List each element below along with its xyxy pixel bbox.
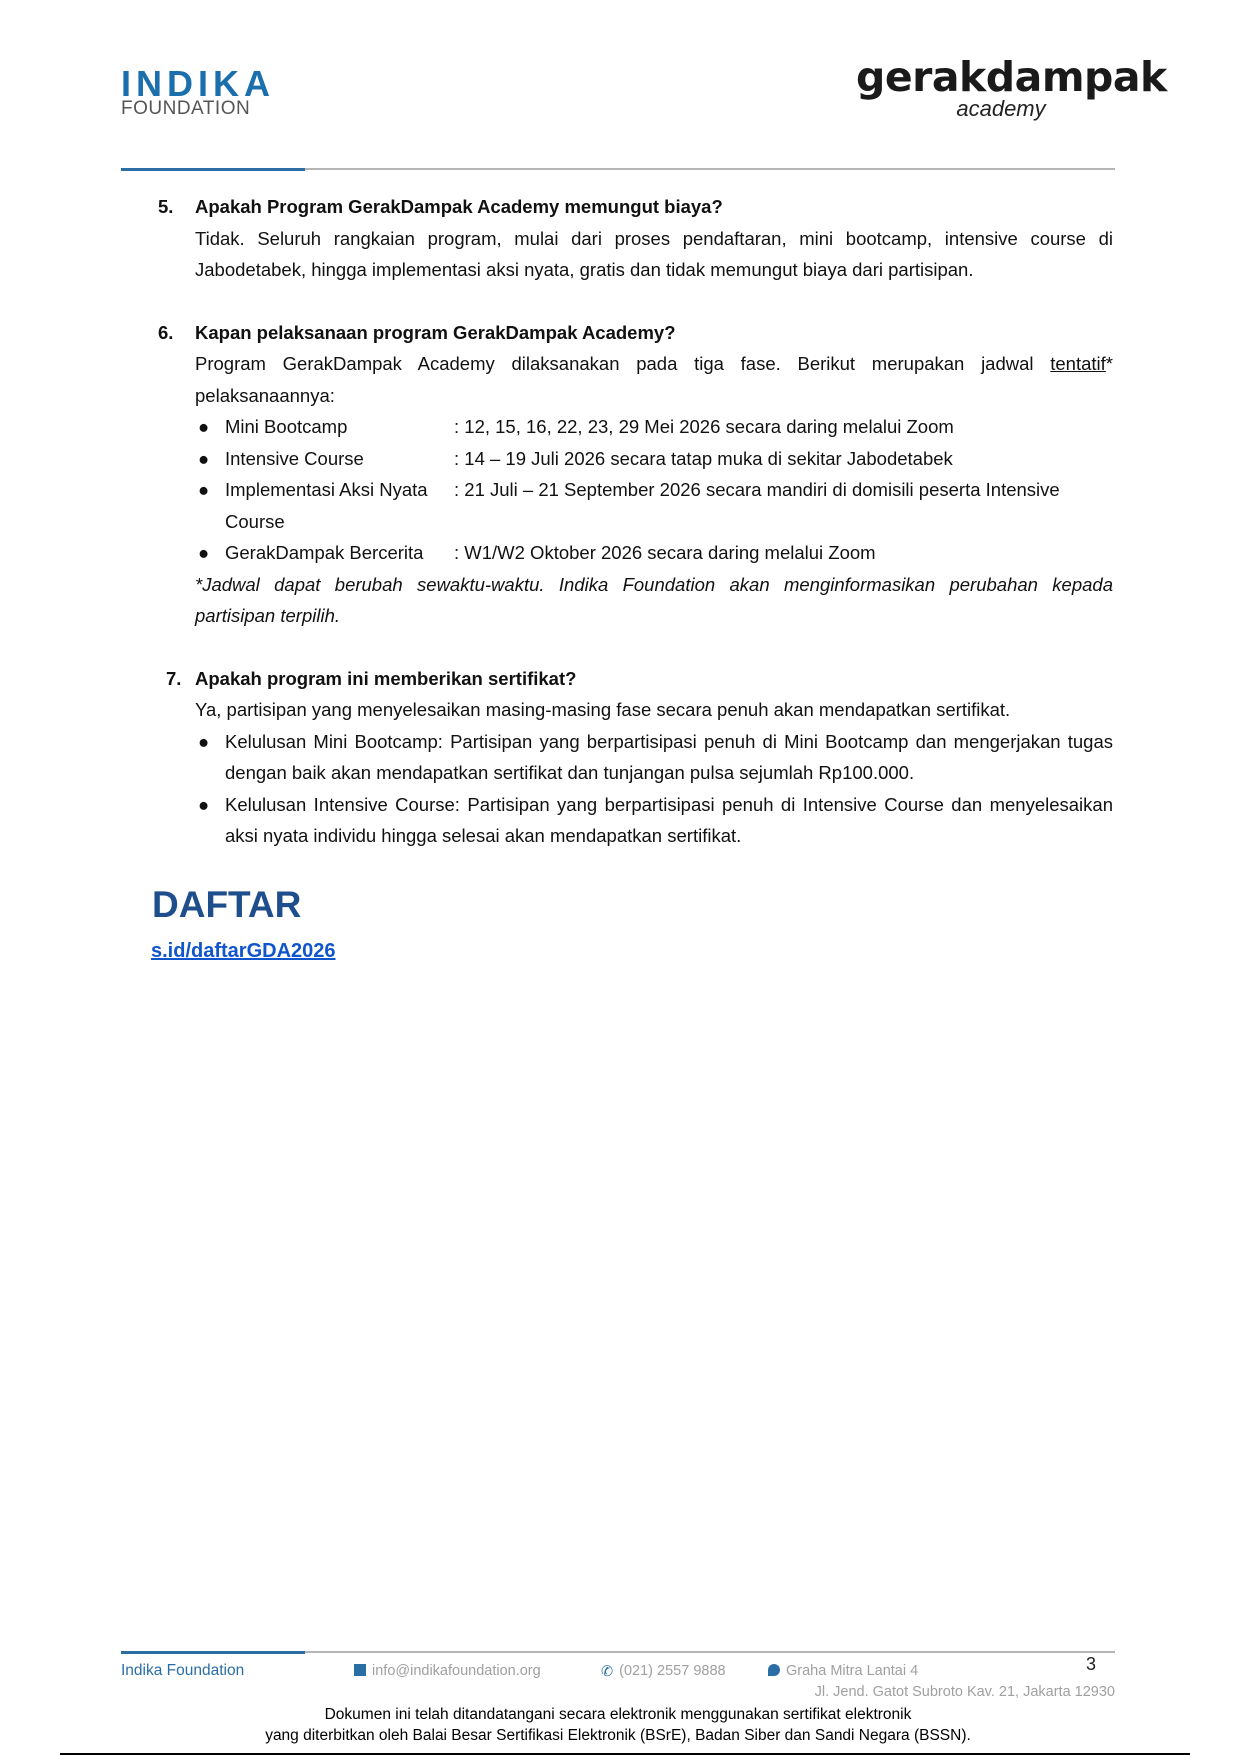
bullet-icon: ● [198,479,210,500]
footer-email [354,1662,541,1680]
footer-phone [601,1662,726,1680]
email-text: info@indikafoundation.org [372,1663,541,1679]
faq-question: Apakah Program GerakDampak Academy memungut biaya? [195,196,723,217]
schedule-label: Mini Bootcamp [225,416,348,437]
faq-item-5 [158,191,1113,286]
footer-address [768,1662,918,1680]
schedule-value: : 14 – 19 Juli 2026 secara tatap muka di sekitar Jabodetabek [454,447,953,469]
schedule-label: Intensive Course [225,447,364,469]
bullet-icon: ● [198,416,210,437]
faq-item-7 [158,663,1113,852]
answer-text: * pelaksanaannya: [195,353,1113,406]
schedule-value: : 21 Juli – 21 September 2026 secara mandiri di domisili peserta Intensive Course [225,479,1060,532]
tentatif-underlined: tentatif [1050,353,1106,374]
bullet-icon: ● [198,730,210,752]
faq-item-6 [158,317,1113,632]
address-line1: Graha Mitra Lantai 4 [786,1663,919,1679]
schedule-item [195,443,1113,475]
footer-divider [121,1651,1115,1653]
indika-foundation-logo [121,63,275,119]
daftar-heading: DAFTAR [152,883,302,925]
address-line2: Jl. Jend. Gatot Subroto Kav. 21, Jakarta 12930 [814,1684,1115,1700]
schedule-note: *Jadwal dapat berubah sewaktu-waktu. Indika Foundation akan menginformasikan perubahan kepada partisipan terpilih. [195,573,1113,626]
gerakdampak-academy-logo [856,53,1167,121]
certificate-item [195,789,1113,852]
e-signature-notice-line2: yang diterbitkan oleh Balai Besar Sertifikasi Elektronik (BSrE), Badan Siber dan Sandi Negara (BSSN). [265,1727,971,1744]
schedule-list [195,411,1113,569]
logo-subtext: academy [956,96,1046,121]
page-number: 3 [1086,1654,1097,1674]
faq-answer [195,348,1113,411]
header-divider [121,168,1115,170]
schedule-label: Implementasi Aksi Nyata [225,479,428,500]
bullet-icon: ● [198,542,210,563]
schedule-item [195,537,1113,569]
mail-icon [354,1664,366,1676]
main-content [151,191,1113,963]
bullet-icon: ● [198,447,210,469]
logo-text: INDIKA [121,63,275,104]
bullet-icon: ● [198,793,210,815]
faq-number: 7. [166,667,182,689]
e-signature-notice-line1: Dokumen ini telah ditandatangani secara elektronik menggunakan sertifikat elektronik [324,1706,912,1723]
faq-question: Kapan pelaksanaan program GerakDampak Academy? [195,321,676,343]
phone-icon: ✆ [601,1664,614,1680]
schedule-item [195,411,1113,443]
faq-answer: Tidak. Seluruh rangkaian program, mulai dari proses pendaftaran, mini bootcamp, intensive course di Jabodetabek, hingga implementasi aksi nyata, gratis dan tidak memungut biaya dari partisipan. [195,227,1113,280]
answer-text: Program GerakDampak Academy dilaksanakan pada tiga fase. Berikut merupakan jadwal [195,353,1051,374]
logo-subtext: FOUNDATION [121,98,251,119]
certificate-text: Kelulusan Intensive Course: Partisipan yang berpartisipasi penuh di Intensive Course dan menyelesaikan aksi nyata individu hingga selesai akan mendapatkan sertifikat. [225,793,1113,846]
registration-link[interactable]: s.id/daftarGDA2026 [151,939,336,962]
faq-question: Apakah program ini memberikan sertifikat? [195,667,577,689]
certificate-list [195,726,1113,852]
schedule-label: GerakDampak Bercerita [225,542,424,563]
phone-text: (021) 2557 9888 [619,1663,726,1679]
schedule-value: : W1/W2 Oktober 2026 secara daring melalui Zoom [454,542,876,563]
certificate-item [195,726,1113,789]
schedule-item [195,474,1113,537]
footer-brand: Indika Foundation [121,1662,245,1679]
location-icon [768,1664,780,1676]
logo-text: gerakdampak [856,53,1167,101]
faq-number: 5. [158,196,174,217]
schedule-value: : 12, 15, 16, 22, 23, 29 Mei 2026 secara daring melalui Zoom [454,416,954,437]
faq-number: 6. [158,321,174,343]
faq-answer: Ya, partisipan yang menyelesaikan masing-masing fase secara penuh akan mendapatkan sertifikat. [195,699,1011,720]
certificate-text: Kelulusan Mini Bootcamp: Partisipan yang berpartisipasi penuh di Mini Bootcamp dan mengerjakan tugas dengan baik akan mendapatkan sertifikat dan tunjangan pulsa sejumlah Rp100.000. [225,730,1113,783]
